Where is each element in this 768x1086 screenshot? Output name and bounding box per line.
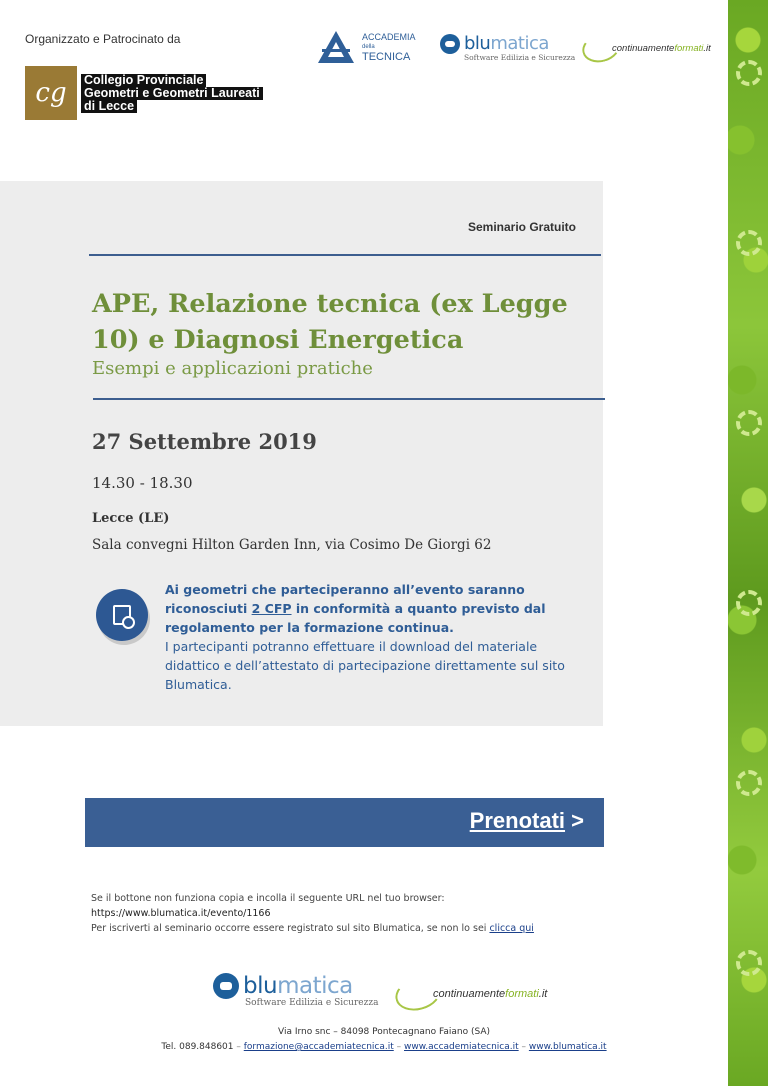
prenotati-button[interactable] [470, 808, 584, 834]
register-hint: Per iscriverti al seminario occorre essere registrato sul sito Blumatica, se non lo sei [91, 923, 490, 934]
prenotati-label[interactable]: Prenotati [469, 808, 566, 833]
footer-notes [91, 891, 534, 936]
collegio-emblem-icon: cg [25, 66, 77, 120]
blumatica-logo [440, 33, 575, 62]
green-gear-border [728, 0, 768, 1086]
prenotati-banner [85, 798, 604, 847]
collegio-name [81, 74, 263, 113]
blumatica-footer-logo [213, 973, 378, 1008]
email-link[interactable]: formazione@accademiatecnica.it [243, 1042, 394, 1052]
accademia-tecnica-logo [316, 30, 416, 64]
separator: – [518, 1042, 529, 1052]
cf-word: formati [674, 42, 704, 54]
download-info: I partecipanti potranno effettuare il download del materiale didattico e dell’attestato di partecipazione direttamente sul sito Blumatica. [165, 639, 565, 692]
divider [89, 254, 601, 256]
event-title: APE, Relazione tecnica (ex Legge 10) e Diagnosi Energetica [92, 289, 568, 355]
accademia-site-link[interactable]: www.accademiatecnica.it [404, 1042, 519, 1052]
gear-icon [736, 230, 762, 256]
event-url: https://www.blumatica.it/evento/1166 [91, 908, 271, 919]
chevron-right-icon: > [565, 808, 584, 833]
accademia-text [362, 32, 416, 62]
collegio-line: Geometri e Geometri Laureati [81, 87, 263, 100]
event-venue: Sala convegni Hilton Garden Inn, via Cosimo De Giorgi 62 [92, 537, 492, 553]
event-date: 27 Settembre 2019 [92, 429, 317, 454]
swoosh-icon [579, 30, 623, 67]
collegio-logo [25, 66, 263, 120]
event-city: Lecce (LE) [92, 511, 170, 526]
gear-icon [736, 950, 762, 976]
blumatica-tagline: Software Edilizia e Sicurezza [245, 998, 379, 1008]
event-panel [0, 181, 603, 726]
separator: – [233, 1042, 244, 1052]
continuamente-formati-logo [582, 34, 711, 62]
blumatica-word: blu [243, 973, 278, 999]
blumatica-mark-icon [440, 34, 460, 54]
cf-word: .it [538, 988, 548, 1000]
seminar-badge: Seminario Gratuito [467, 220, 576, 234]
footer-contacts [0, 1042, 768, 1052]
cf-word: .it [703, 42, 711, 54]
collegio-line: di Lecce [81, 100, 137, 113]
phone-number: Tel. 089.848601 [161, 1042, 234, 1052]
cfp-info [165, 580, 590, 694]
collegio-line: Collegio Provinciale [81, 74, 206, 87]
cf-word: continuamente [433, 988, 506, 1000]
cf-word: continuamente [612, 42, 675, 54]
blumatica-site-link[interactable]: www.blumatica.it [528, 1042, 607, 1052]
continuamente-formati-footer-logo [395, 978, 547, 1010]
certificate-icon [96, 589, 148, 641]
organized-by-label: Organizzato e Patrocinato da [25, 32, 181, 46]
gear-icon [736, 410, 762, 436]
accademia-a-icon [316, 30, 356, 64]
blumatica-word: matica [490, 33, 549, 54]
blumatica-tagline: Software Edilizia e Sicurezza [464, 53, 576, 62]
cf-word: formati [505, 988, 539, 1000]
gear-icon [736, 60, 762, 86]
gear-icon [736, 590, 762, 616]
event-time: 14.30 - 18.30 [92, 474, 193, 492]
event-subtitle: Esempi e applicazioni pratiche [92, 358, 373, 379]
divider [93, 398, 605, 400]
blumatica-mark-icon [213, 973, 239, 999]
cfp-text: in conformità a quanto previsto dal regolamento per la formazione continua. [165, 601, 546, 635]
cfp-link[interactable]: 2 CFP [251, 601, 292, 616]
swoosh-icon [392, 973, 445, 1016]
blumatica-word: matica [277, 973, 353, 999]
register-link[interactable]: clicca qui [489, 923, 534, 934]
footer-address: Via Irno snc – 84098 Pontecagnano Faiano (SA) [277, 1027, 491, 1037]
separator: – [393, 1042, 404, 1052]
accademia-line: TECNICA [362, 51, 411, 63]
accademia-line: ACCADEMIA [362, 32, 416, 42]
accademia-line: della [362, 44, 375, 50]
blumatica-word: blu [464, 33, 491, 54]
gear-icon [736, 770, 762, 796]
copy-hint: Se il bottone non funziona copia e incolla il seguente URL nel tuo browser: [91, 893, 445, 904]
cfp-text: Ai geometri che parteciperanno all’evento saranno riconosciuti [165, 582, 525, 616]
